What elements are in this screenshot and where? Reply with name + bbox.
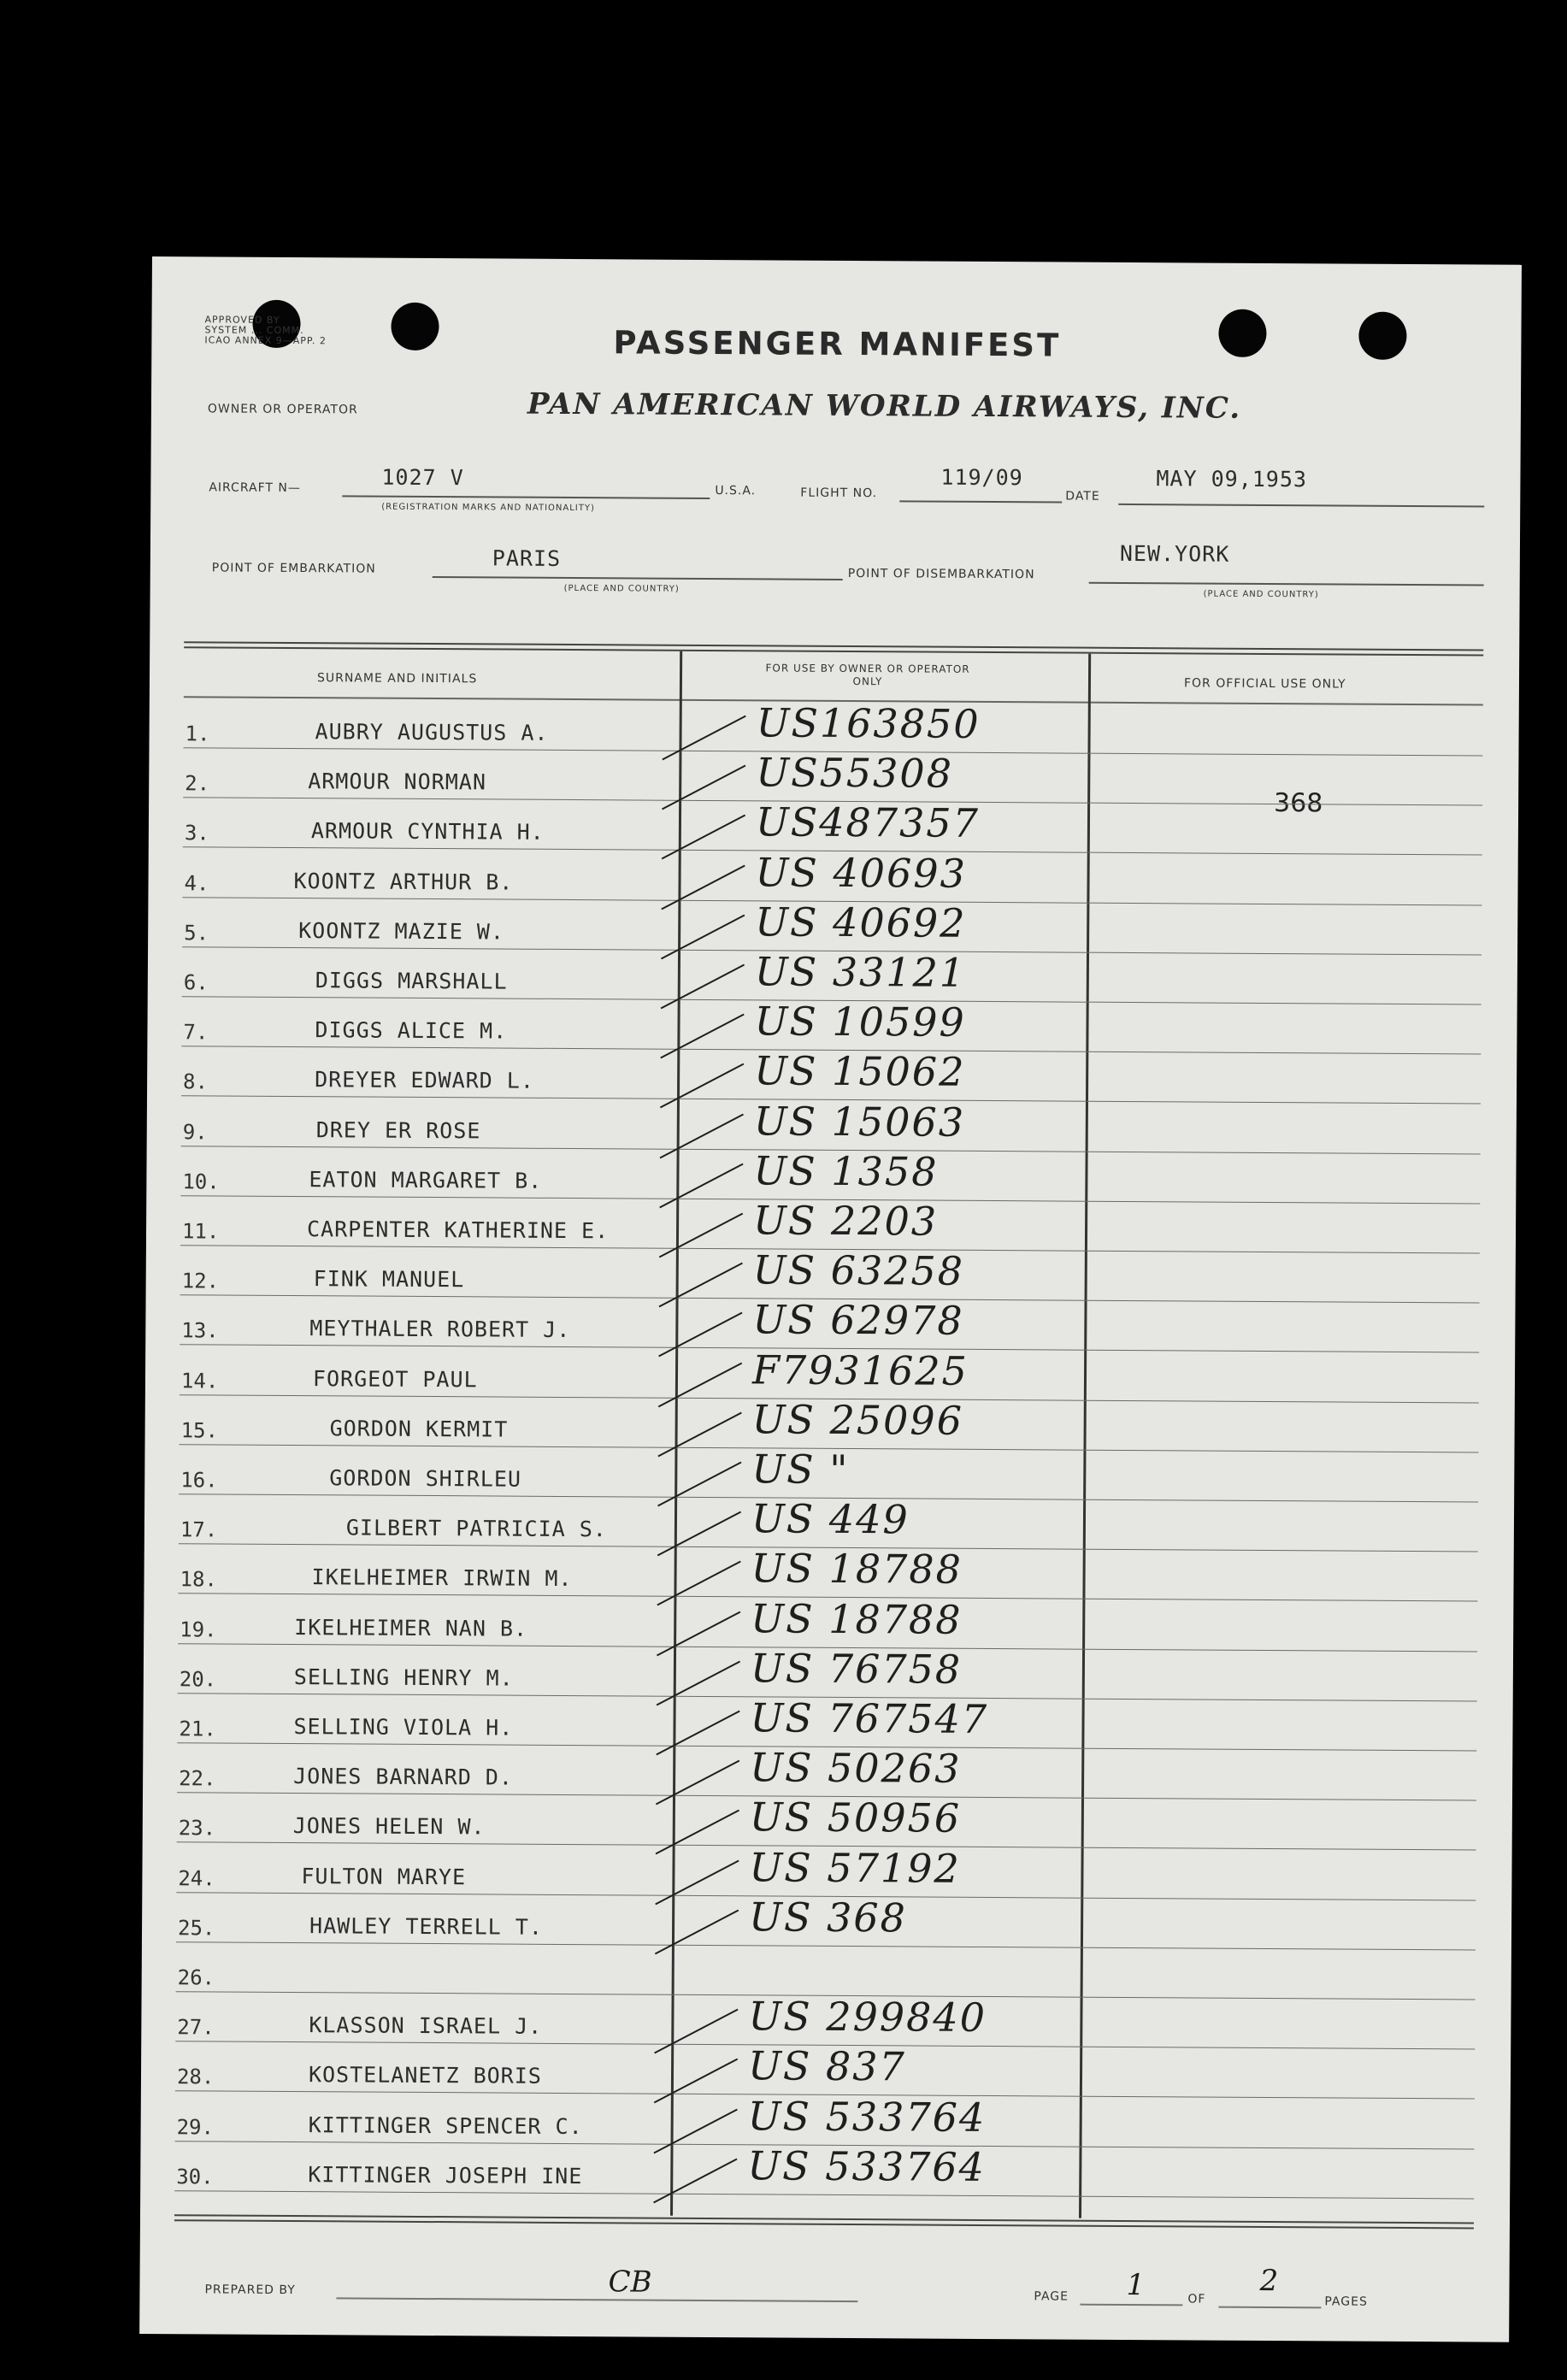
row-number: 19. bbox=[180, 1617, 217, 1642]
punch-hole bbox=[1358, 312, 1406, 360]
row-number: 15. bbox=[180, 1418, 219, 1443]
passport-number: US 533764 bbox=[747, 2142, 987, 2190]
column-header-official-use: FOR OFFICIAL USE ONLY bbox=[1183, 676, 1346, 692]
row-number: 25. bbox=[177, 1916, 215, 1941]
passport-number: US 25096 bbox=[751, 1396, 964, 1444]
passenger-name: AUBRY AUGUSTUS A. bbox=[315, 719, 549, 745]
table-top-rule bbox=[184, 641, 1483, 651]
disembark-rule bbox=[1089, 582, 1484, 586]
passport-number: US 299840 bbox=[748, 1993, 987, 2041]
aircraft-label: AIRCRAFT N— bbox=[209, 480, 301, 496]
check-mark bbox=[654, 2009, 738, 2054]
row-number: 16. bbox=[180, 1468, 218, 1493]
passenger-name: IKELHEIMER NAN B. bbox=[294, 1614, 528, 1641]
row-number: 28. bbox=[176, 2065, 215, 2089]
passport-number: US 449 bbox=[751, 1495, 910, 1543]
embark-rule bbox=[433, 576, 843, 580]
row-number: 21. bbox=[179, 1717, 216, 1741]
row-number: 13. bbox=[181, 1318, 219, 1343]
usa-label: U.S.A. bbox=[715, 484, 757, 498]
passport-number: US 533764 bbox=[747, 2092, 987, 2141]
page-rule bbox=[1080, 2304, 1182, 2306]
row-number: 11. bbox=[181, 1219, 220, 1244]
prepared-signature: CB bbox=[608, 2265, 652, 2300]
passport-number: US 40692 bbox=[755, 898, 967, 946]
check-mark bbox=[659, 1213, 743, 1258]
row-number: 20. bbox=[179, 1667, 217, 1692]
row-number: 29. bbox=[176, 2114, 215, 2140]
passport-number: US 368 bbox=[748, 1894, 908, 1941]
of-label: OF bbox=[1187, 2292, 1206, 2306]
embark-value: PARIS bbox=[492, 545, 562, 571]
column-header-name: SURNAME AND INITIALS bbox=[316, 671, 478, 686]
passenger-name: KITTINGER JOSEPH INE bbox=[308, 2161, 583, 2189]
check-mark bbox=[656, 1711, 739, 1756]
passport-number: US 10599 bbox=[754, 998, 966, 1046]
passenger-name: GORDON SHIRLEU bbox=[329, 1465, 522, 1492]
aircraft-rule bbox=[342, 495, 710, 499]
check-mark bbox=[657, 1411, 741, 1457]
column-header-owner-use: FOR USE BY OWNER OR OPERATOR ONLY bbox=[765, 662, 970, 688]
row-number: 12. bbox=[181, 1269, 220, 1293]
passenger-name: JONES BARNARD D. bbox=[293, 1764, 514, 1790]
row-rule bbox=[174, 2190, 1474, 2199]
date-value: MAY 09,1953 bbox=[1156, 466, 1308, 492]
check-mark bbox=[662, 815, 745, 860]
passport-number: US 18788 bbox=[751, 1594, 963, 1643]
passenger-name: FULTON MARYE bbox=[301, 1863, 467, 1889]
column-divider bbox=[670, 651, 682, 2216]
prepared-rule bbox=[336, 2297, 857, 2302]
page-number: 1 bbox=[1126, 2268, 1146, 2303]
row-number: 24. bbox=[178, 1865, 215, 1891]
page-total: 2 bbox=[1259, 2263, 1279, 2299]
disembark-label: POINT OF DISEMBARKATION bbox=[847, 566, 1035, 582]
passenger-name: GORDON KERMIT bbox=[329, 1416, 509, 1442]
passenger-name: FORGEOT PAUL bbox=[312, 1365, 478, 1392]
date-rule bbox=[1118, 504, 1484, 508]
manifest-sheet bbox=[139, 256, 1522, 2342]
official-note: 368 bbox=[1274, 788, 1323, 819]
passport-number: US55308 bbox=[756, 749, 954, 797]
embark-label: POINT OF EMBARKATION bbox=[211, 561, 376, 576]
passenger-name: EATON MARGARET B. bbox=[309, 1166, 543, 1193]
row-number: 5. bbox=[184, 921, 209, 946]
row-number: 14. bbox=[180, 1368, 219, 1393]
check-mark bbox=[656, 1760, 739, 1806]
passenger-name: KOONTZ MAZIE W. bbox=[298, 917, 505, 945]
row-number: 23. bbox=[178, 1816, 216, 1841]
passenger-name: KLASSON ISRAEL J. bbox=[309, 2012, 543, 2040]
check-mark bbox=[654, 2059, 738, 2104]
check-mark bbox=[656, 1810, 739, 1855]
passenger-name: DIGGS ALICE M. bbox=[315, 1017, 508, 1044]
row-number: 1. bbox=[185, 722, 210, 746]
row-rule bbox=[176, 1941, 1476, 1950]
approval-line: ICAO ANNEX 9—APP. 2 bbox=[204, 334, 327, 347]
check-mark bbox=[653, 2158, 737, 2203]
passenger-name: CARPENTER KATHERINE E. bbox=[306, 1217, 610, 1244]
aircraft-value: 1027 V bbox=[381, 464, 464, 491]
row-number: 4. bbox=[184, 870, 209, 896]
check-mark bbox=[660, 1113, 744, 1158]
flight-label: FLIGHT NO. bbox=[800, 486, 878, 501]
row-number: 22. bbox=[179, 1766, 216, 1791]
row-number: 9. bbox=[182, 1119, 208, 1145]
check-mark bbox=[657, 1660, 740, 1705]
page-label: PAGE bbox=[1034, 2289, 1069, 2304]
flight-value: 119/09 bbox=[940, 464, 1023, 491]
passenger-name: KOSTELANETZ BORIS bbox=[308, 2062, 542, 2089]
row-number: 26. bbox=[177, 1965, 215, 1990]
passport-number: US 33121 bbox=[754, 948, 967, 996]
pages-label: PAGES bbox=[1324, 2295, 1368, 2309]
passenger-name: DREY ER ROSE bbox=[315, 1116, 481, 1143]
passenger-name: ARMOUR NORMAN bbox=[308, 769, 487, 795]
check-mark bbox=[660, 1014, 744, 1059]
check-mark bbox=[661, 864, 745, 910]
check-mark bbox=[655, 1909, 739, 1954]
check-mark bbox=[662, 716, 745, 761]
row-number: 27. bbox=[177, 2015, 215, 2040]
passenger-name: GILBERT PATRICIA S. bbox=[345, 1515, 607, 1542]
row-number: 3. bbox=[184, 821, 209, 845]
row-number: 17. bbox=[180, 1517, 218, 1542]
passport-number: US 57192 bbox=[749, 1843, 961, 1892]
row-number: 6. bbox=[183, 970, 209, 995]
passport-number: US 40693 bbox=[755, 848, 968, 897]
passenger-name: KOONTZ ARTHUR B. bbox=[293, 868, 514, 895]
disembark-caption: (PLACE AND COUNTRY) bbox=[1203, 589, 1319, 600]
passport-number: US " bbox=[751, 1446, 850, 1493]
passenger-name: IKELHEIMER IRWIN M. bbox=[311, 1564, 573, 1592]
passenger-name: FINK MANUEL bbox=[313, 1266, 465, 1293]
passport-number: US 837 bbox=[747, 2042, 906, 2090]
passport-number: US 15062 bbox=[754, 1047, 966, 1096]
disembark-value: NEW.YORK bbox=[1119, 540, 1230, 567]
passenger-name: JONES HELEN W. bbox=[292, 1813, 486, 1840]
passenger-name: MEYTHALER ROBERT J. bbox=[309, 1316, 571, 1343]
row-number: 8. bbox=[183, 1069, 209, 1094]
passenger-name: SELLING VIOLA H. bbox=[293, 1714, 514, 1741]
passport-number: US 2203 bbox=[752, 1197, 939, 1245]
passport-number: US 62978 bbox=[752, 1296, 964, 1345]
passport-number: US 50956 bbox=[749, 1794, 962, 1842]
approval-line: APPROVED BY bbox=[204, 314, 280, 326]
embark-caption: (PLACE AND COUNTRY) bbox=[563, 583, 680, 594]
check-mark bbox=[659, 1263, 743, 1308]
check-mark bbox=[662, 765, 745, 810]
flight-rule bbox=[899, 500, 1062, 503]
table-bottom-rule bbox=[174, 2214, 1474, 2224]
operator-name: PAN AMERICAN WORLD AIRWAYS, INC. bbox=[527, 386, 1242, 426]
passenger-name: ARMOUR CYNTHIA H. bbox=[310, 818, 545, 845]
prepared-label: PREPARED BY bbox=[204, 2283, 296, 2298]
passport-number: US 18788 bbox=[751, 1545, 963, 1594]
passport-number: US 50263 bbox=[750, 1744, 962, 1793]
date-label: DATE bbox=[1065, 489, 1100, 504]
check-mark bbox=[657, 1511, 741, 1557]
passenger-name: DREYER EDWARD L. bbox=[315, 1067, 535, 1094]
passport-number: US163850 bbox=[756, 699, 981, 747]
check-mark bbox=[657, 1561, 740, 1606]
check-mark bbox=[655, 1859, 739, 1905]
check-mark bbox=[653, 2108, 737, 2153]
passport-number: US 76758 bbox=[750, 1645, 963, 1693]
passport-number: US487357 bbox=[755, 798, 981, 847]
approval-line: SYSTEM ... COMM. bbox=[204, 324, 304, 337]
check-mark bbox=[657, 1462, 741, 1507]
check-mark bbox=[659, 1163, 743, 1208]
punch-hole bbox=[1218, 309, 1266, 357]
row-number: 30. bbox=[176, 2165, 214, 2189]
row-number: 7. bbox=[183, 1020, 209, 1045]
check-mark bbox=[661, 964, 745, 1010]
check-mark bbox=[660, 1063, 744, 1109]
punch-hole bbox=[391, 303, 439, 351]
passport-number: F7931625 bbox=[751, 1346, 969, 1394]
column-divider bbox=[1079, 654, 1091, 2218]
check-mark bbox=[661, 914, 745, 959]
passenger-name: KITTINGER SPENCER C. bbox=[308, 2112, 583, 2139]
approval-note bbox=[204, 315, 327, 346]
row-number: 10. bbox=[182, 1169, 220, 1194]
passport-number: US 767547 bbox=[750, 1694, 989, 1743]
passenger-name: DIGGS MARSHALL bbox=[315, 968, 508, 994]
passport-number: US 63258 bbox=[752, 1246, 965, 1295]
passport-number: US 15063 bbox=[753, 1097, 966, 1146]
check-mark bbox=[657, 1611, 740, 1656]
passenger-name: HAWLEY TERRELL T. bbox=[309, 1912, 544, 1940]
passenger-name: SELLING HENRY M. bbox=[293, 1664, 514, 1691]
registration-caption: (REGISTRATION MARKS AND NATIONALITY) bbox=[381, 502, 595, 514]
owner-label: OWNER OR OPERATOR bbox=[207, 402, 358, 417]
check-mark bbox=[658, 1312, 742, 1358]
of-rule bbox=[1218, 2306, 1321, 2309]
row-number: 2. bbox=[185, 771, 210, 796]
check-mark bbox=[658, 1362, 742, 1407]
passport-number: US 1358 bbox=[753, 1147, 939, 1195]
row-number: 18. bbox=[180, 1567, 217, 1592]
page-title: PASSENGER MANIFEST bbox=[613, 324, 1062, 364]
